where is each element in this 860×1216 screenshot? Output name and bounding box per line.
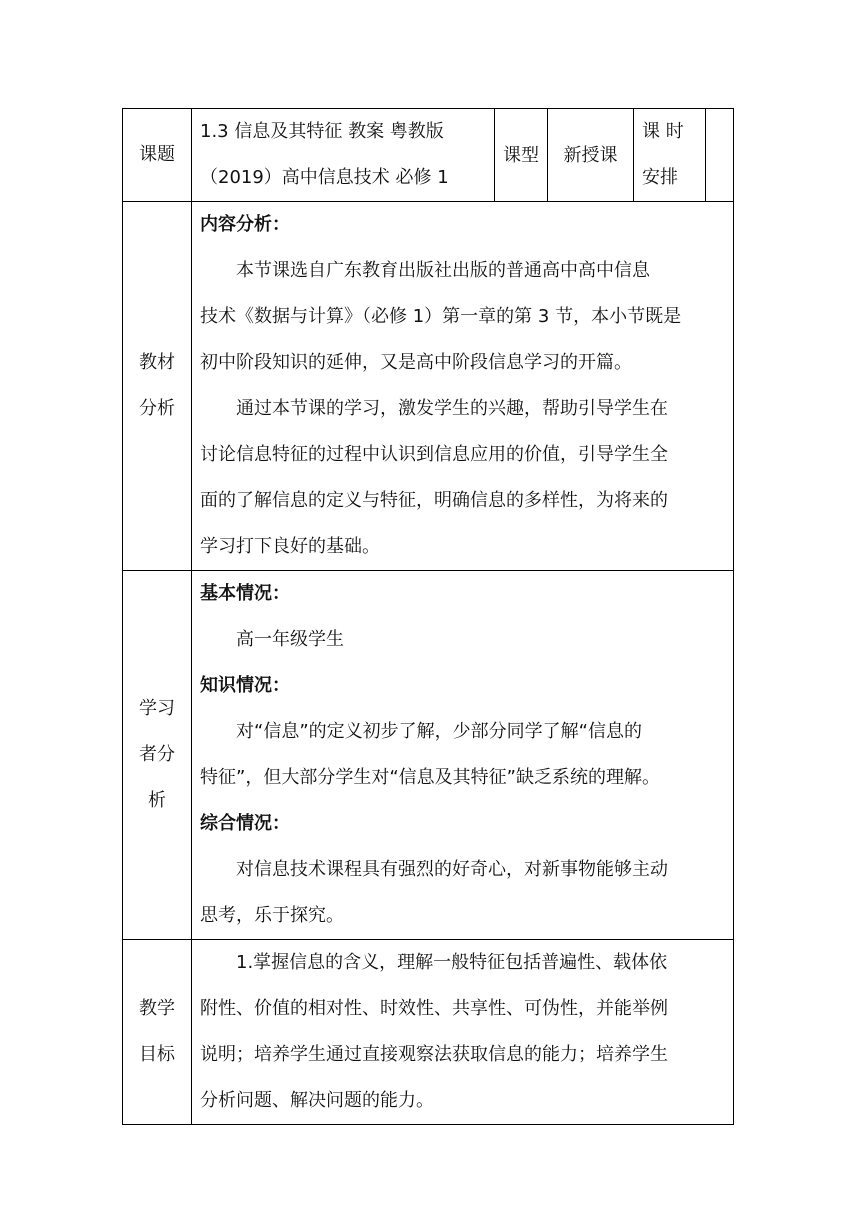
material-para1-line2: 技术《数据与计算》（必修 1）第一章的第 3 节，本小节既是: [200, 306, 682, 327]
learner-label-line1: 学习: [139, 698, 175, 719]
schedule-label-line2: 安排: [642, 167, 678, 188]
material-content-cell: [192, 202, 734, 571]
lesson-type-label-cell: [495, 109, 548, 202]
material-label-line2: 分析: [139, 398, 175, 419]
goals-label-line1: 教学: [139, 998, 175, 1019]
topic-title-line2: （2019）高中信息技术 必修 1: [200, 167, 449, 188]
lesson-type-label: 课型: [503, 144, 539, 166]
basic-situation-text: 高一年级学生: [236, 629, 344, 650]
goals-line4: 分析问题、解决问题的能力。: [200, 1090, 434, 1111]
overall-line2: 思考，乐于探究。: [200, 905, 344, 926]
teaching-goals-row: [123, 940, 734, 1125]
basic-situation-heading: 基本情况：: [200, 583, 290, 604]
schedule-label-line1: 课 时: [642, 121, 684, 142]
knowledge-line2: 特征”，但大部分学生对“信息及其特征”缺乏系统的理解。: [200, 767, 660, 788]
material-para1-line3: 初中阶段知识的延伸，又是高中阶段信息学习的开篇。: [200, 352, 632, 373]
material-label-cell: [123, 202, 192, 571]
material-label-line1: 教材: [139, 352, 175, 373]
knowledge-line1: 对“信息”的定义初步了解，少部分同学了解“信息的: [236, 721, 642, 742]
title-row: [123, 109, 734, 202]
goals-line2: 附性、价值的相对性、时效性、共享性、可伪性，并能举例: [200, 998, 668, 1019]
learner-content-cell: [192, 571, 734, 940]
content-analysis-heading: 内容分析：: [200, 214, 290, 235]
lesson-plan-table: [122, 108, 734, 1125]
goals-label-cell: [123, 940, 192, 1125]
lesson-type-value-cell: [548, 109, 634, 202]
material-para2-line2: 讨论信息特征的过程中认识到信息应用的价值，引导学生全: [200, 444, 668, 465]
material-para2-line4: 学习打下良好的基础。: [200, 536, 380, 557]
goals-label-line2: 目标: [139, 1044, 175, 1065]
material-para1-line1: 本节课选自广东教育出版社出版的普通高中高中信息: [236, 260, 650, 281]
material-para2-line3: 面的了解信息的定义与特征，明确信息的多样性，为将来的: [200, 490, 668, 511]
material-para2-line1: 通过本节课的学习，激发学生的兴趣，帮助引导学生在: [236, 398, 668, 419]
schedule-value-cell: [706, 109, 734, 202]
goals-content-cell: [192, 940, 734, 1125]
topic-label-cell: [123, 109, 192, 202]
topic-label: 课题: [139, 144, 175, 165]
overall-line1: 对信息技术课程具有强烈的好奇心，对新事物能够主动: [236, 859, 668, 880]
schedule-label-cell: [634, 109, 706, 202]
goals-line3: 说明；培养学生通过直接观察法获取信息的能力；培养学生: [200, 1044, 668, 1065]
topic-title-line1: 1.3 信息及其特征 教案 粤教版: [200, 121, 444, 142]
learner-label-cell: [123, 571, 192, 940]
overall-situation-heading: 综合情况：: [200, 813, 290, 834]
learner-label-line3: 析: [148, 790, 166, 811]
learner-analysis-row: [123, 571, 734, 940]
knowledge-situation-heading: 知识情况：: [200, 675, 290, 696]
lesson-type-value: 新授课: [563, 144, 618, 166]
goals-line1: 1.掌握信息的含义，理解一般特征包括普遍性、载体依: [236, 952, 668, 973]
material-analysis-row: [123, 202, 734, 571]
learner-label-line2: 者分: [139, 744, 175, 765]
topic-title-cell: [192, 109, 495, 202]
